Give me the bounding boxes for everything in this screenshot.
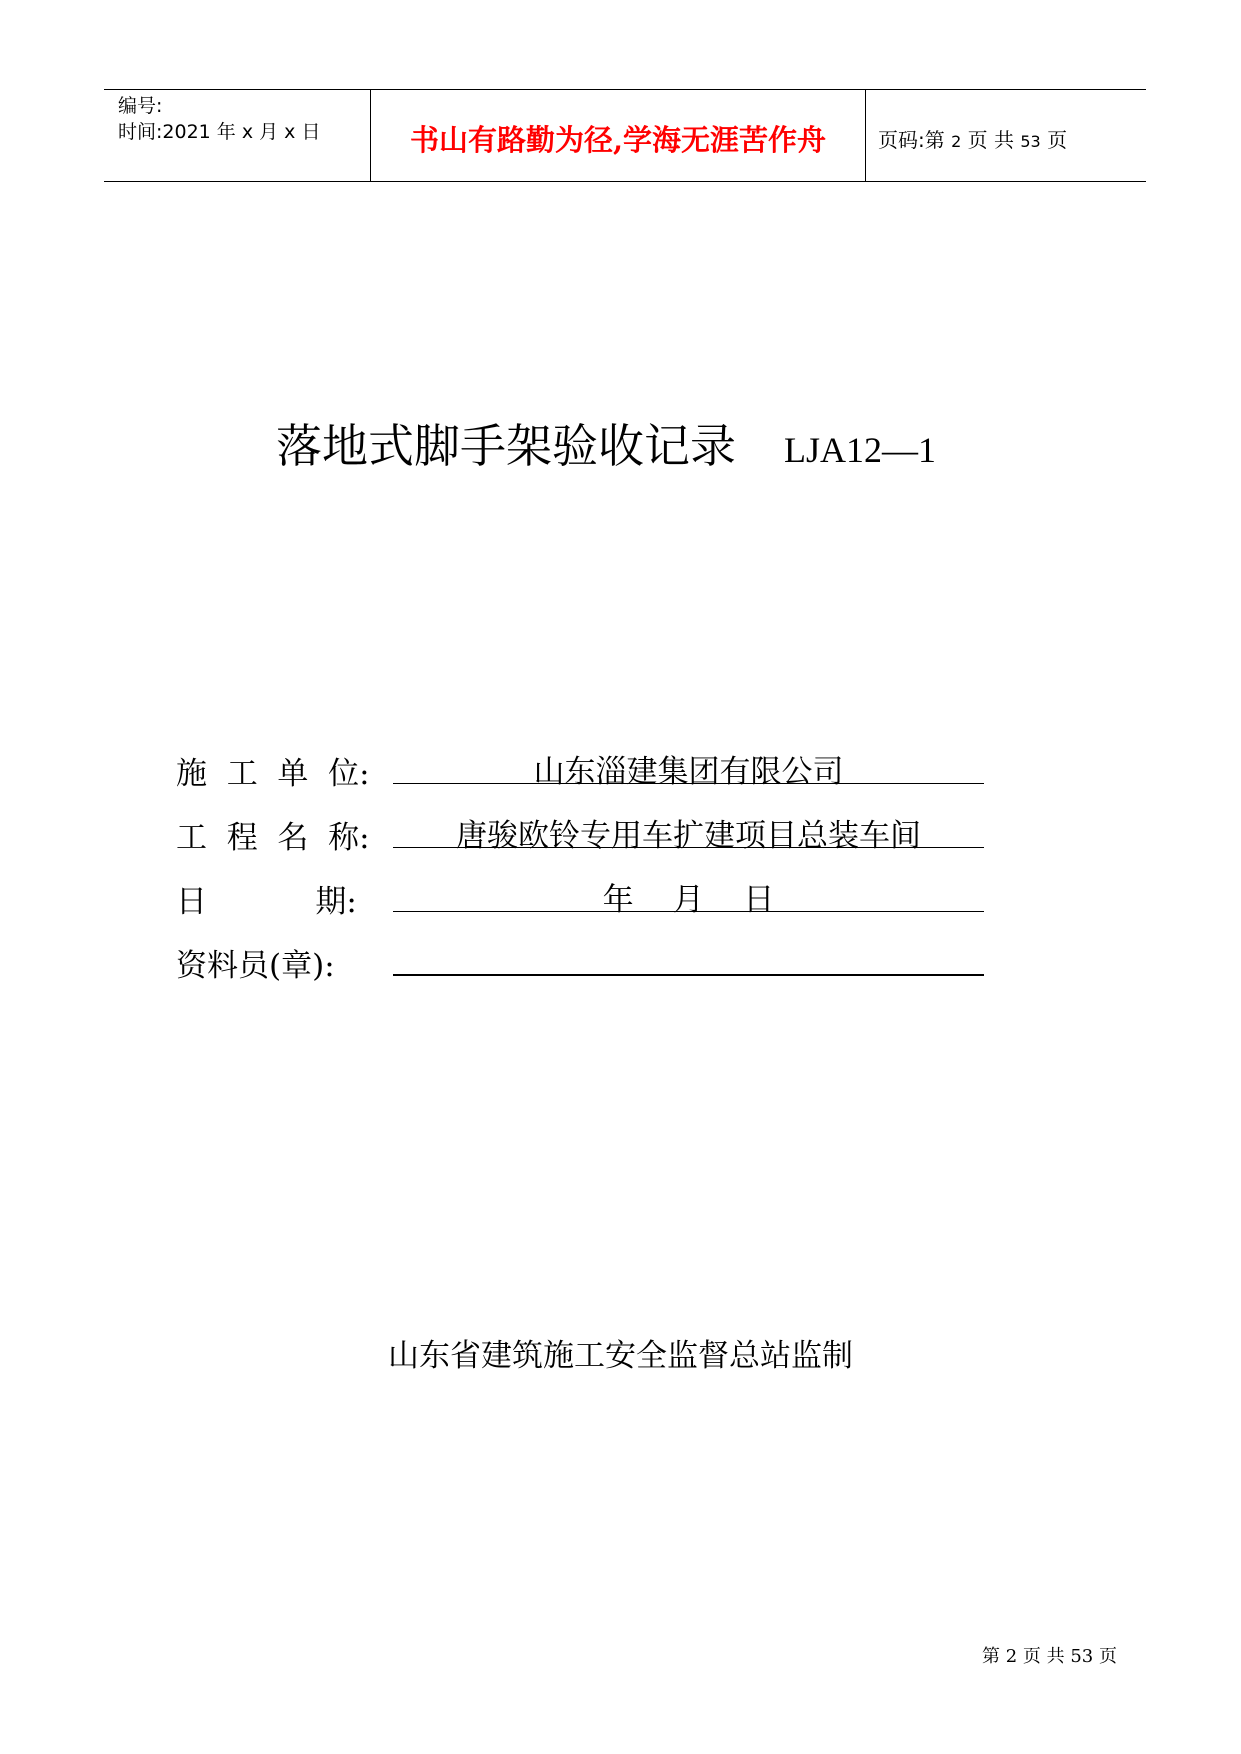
page-code-suffix: 页 — [1047, 128, 1068, 152]
field-construction-unit — [176, 748, 986, 792]
field-date — [176, 876, 986, 920]
field-records-clerk — [176, 940, 986, 984]
field-value-line — [393, 812, 984, 854]
header-page-cell — [866, 90, 1146, 181]
field-value: 年 月 日 — [602, 882, 775, 918]
header-meta-cell — [104, 90, 370, 181]
header-motto-cell — [370, 90, 866, 181]
title-main: 落地式脚手架验收记录 — [276, 419, 736, 473]
page-code-total: 53 — [1020, 132, 1041, 151]
field-value: 山东淄建集团有限公司 — [533, 754, 844, 790]
field-label: 日 期: — [176, 884, 357, 920]
supervisor-text: 山东省建筑施工安全监督总站监制 — [388, 1338, 853, 1374]
field-value: 唐骏欧铃专用车扩建项目总装车间 — [456, 818, 921, 854]
field-label: 施 工 单 位: — [176, 756, 370, 792]
document-date-label: 时间:2021 年 x 月 x 日 — [118, 121, 321, 143]
field-value-line — [393, 748, 984, 790]
field-value-line — [393, 876, 984, 918]
page-code — [878, 124, 1067, 153]
page-code-number: 2 — [951, 132, 962, 151]
page-footer: 第 2 页 共 53 页 — [982, 1646, 1117, 1667]
field-label: 工 程 名 称: — [176, 820, 370, 856]
field-project-name — [176, 812, 986, 856]
document-number-label: 编号: — [118, 95, 163, 117]
field-value-line — [393, 940, 984, 976]
field-label: 资料员(章): — [176, 948, 335, 984]
page-code-mid: 页 共 — [967, 128, 1015, 152]
motto-text: 书山有路勤为径,学海无涯苦作舟 — [409, 123, 827, 157]
page-header — [104, 89, 1146, 182]
page-code-prefix: 页码:第 — [878, 128, 945, 152]
document-title — [276, 410, 936, 476]
title-code: LJA12—1 — [784, 430, 936, 470]
